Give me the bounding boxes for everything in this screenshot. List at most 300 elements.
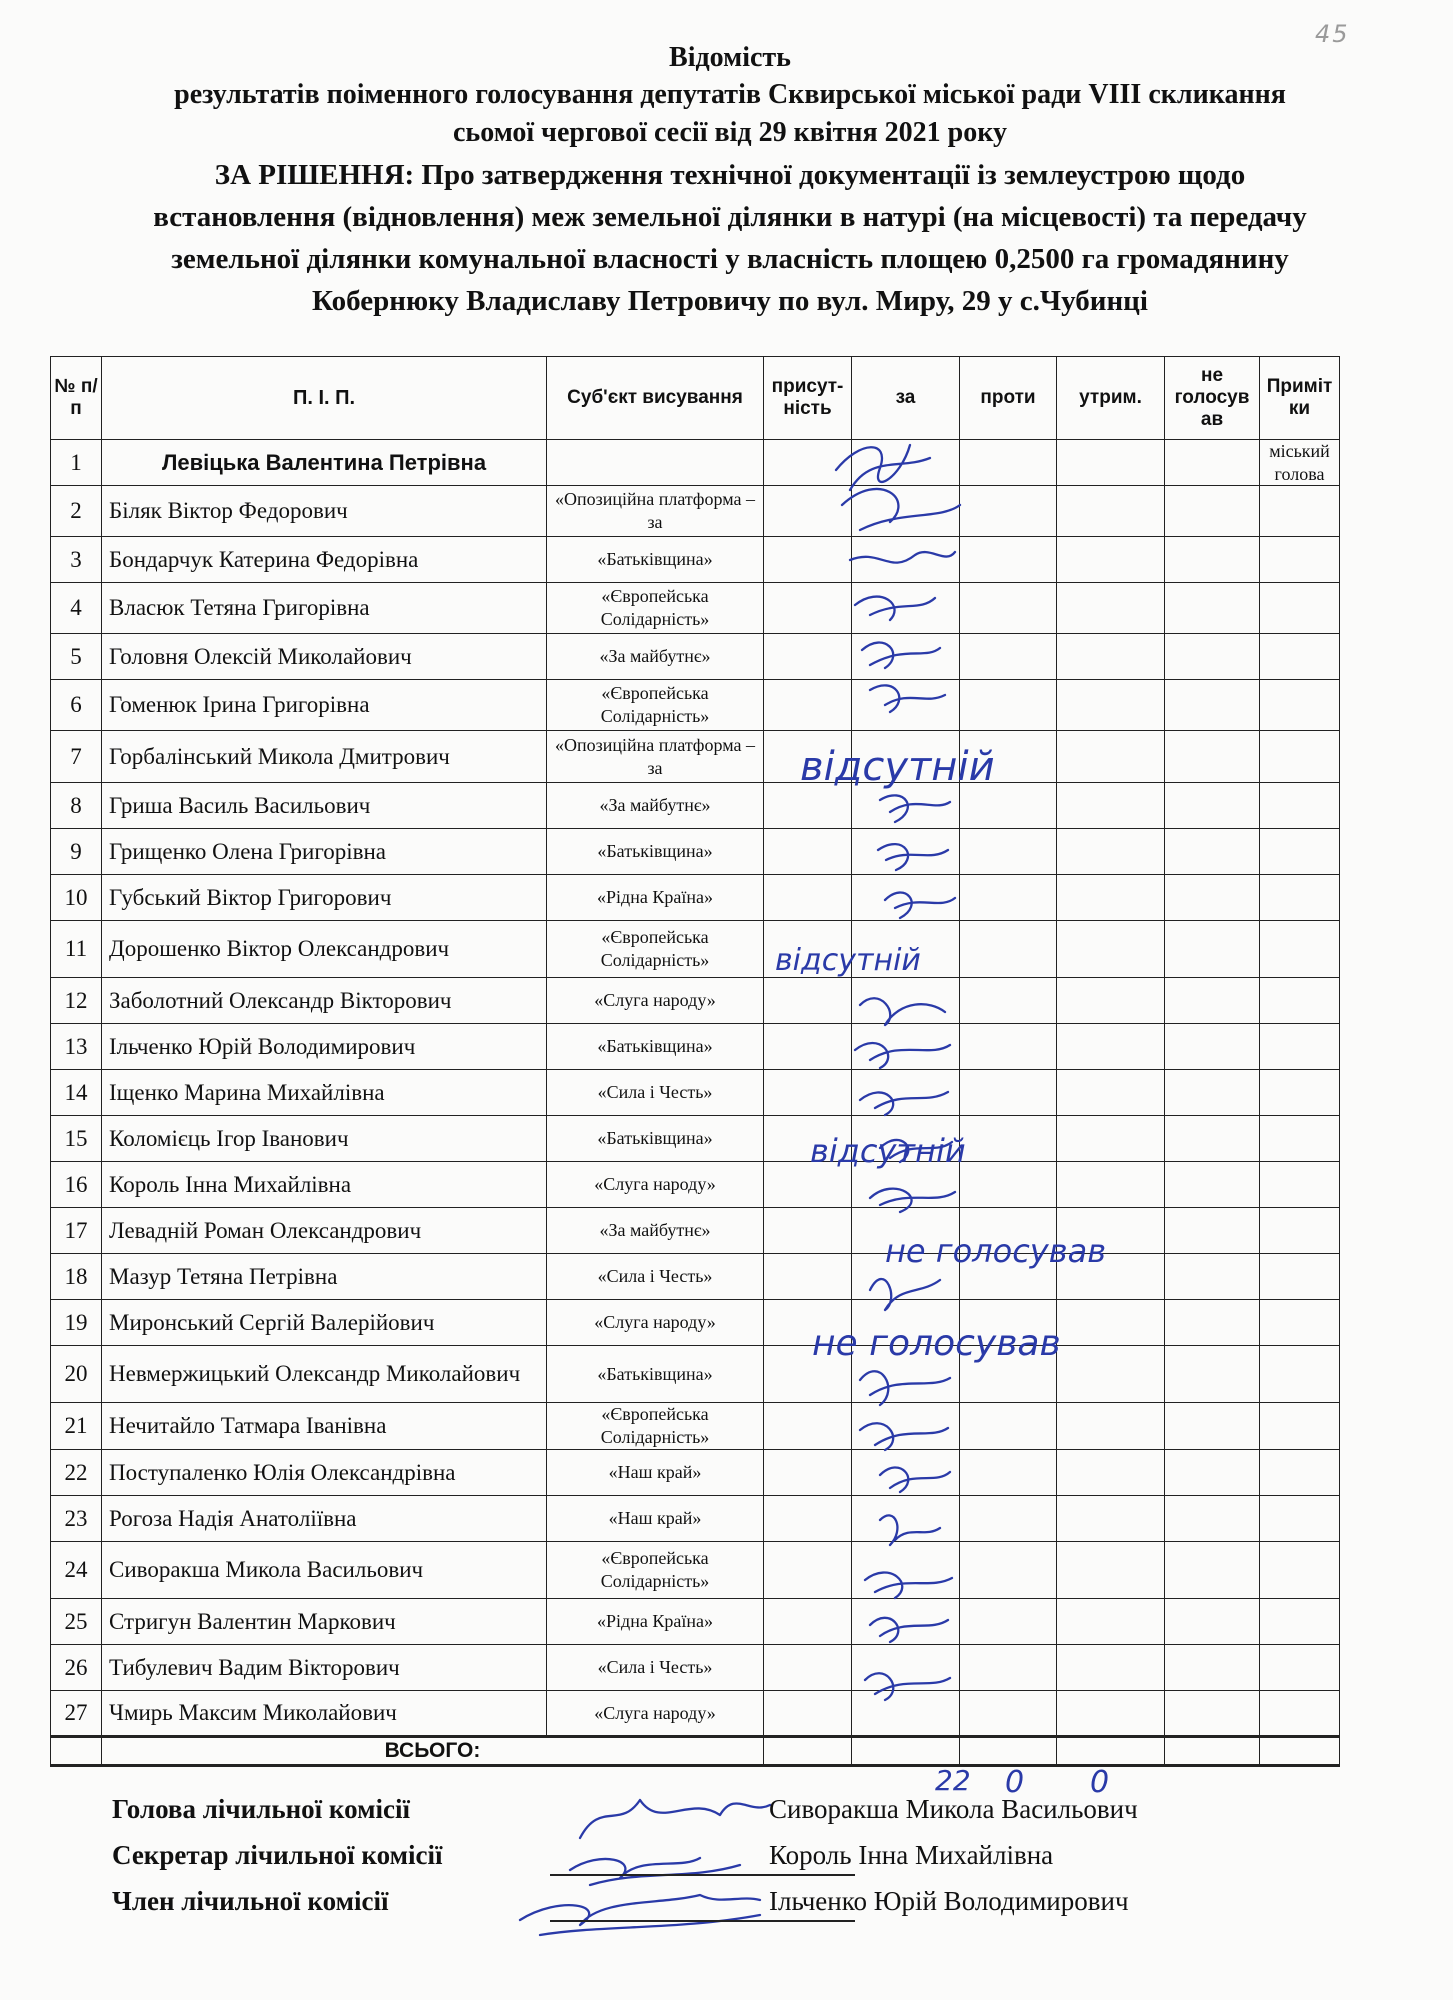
total-cell bbox=[51, 1737, 102, 1766]
vote-for-cell bbox=[852, 783, 960, 829]
vote-against-cell bbox=[960, 1254, 1057, 1300]
presence-cell bbox=[764, 1346, 852, 1403]
vote-against-cell bbox=[960, 537, 1057, 583]
vote-abstain-cell bbox=[1057, 1208, 1165, 1254]
row-number bbox=[51, 1542, 102, 1599]
vote-abstain-cell bbox=[1057, 486, 1165, 537]
not-voted-cell bbox=[1165, 634, 1260, 680]
total-cell bbox=[852, 1737, 960, 1766]
deputy-party bbox=[547, 680, 764, 731]
vote-against-cell bbox=[960, 1645, 1057, 1691]
deputy-name-text: Горбалінський Микола Дмитрович bbox=[109, 743, 450, 769]
header-party: Суб'єкт висування bbox=[547, 357, 764, 440]
vote-abstain-cell bbox=[1057, 634, 1165, 680]
table-row bbox=[51, 634, 1340, 680]
vote-for-cell bbox=[852, 1691, 960, 1737]
deputy-name-text: Коломієць Ігор Іванович bbox=[109, 1125, 349, 1151]
vote-against-cell bbox=[960, 1162, 1057, 1208]
vote-abstain-cell bbox=[1057, 1024, 1165, 1070]
presence-cell bbox=[764, 1254, 852, 1300]
table-row bbox=[51, 1162, 1340, 1208]
row-number bbox=[51, 783, 102, 829]
row-number-text: 1 bbox=[70, 449, 82, 475]
presence-cell bbox=[764, 1300, 852, 1346]
note-cell bbox=[1260, 921, 1340, 978]
note-cell bbox=[1260, 1403, 1340, 1450]
deputy-name bbox=[102, 537, 547, 583]
vote-for-cell bbox=[852, 1403, 960, 1450]
vote-abstain-cell bbox=[1057, 921, 1165, 978]
deputy-party bbox=[547, 829, 764, 875]
presence-cell bbox=[764, 680, 852, 731]
row-number bbox=[51, 583, 102, 634]
deputy-party-text: «Рідна Країна» bbox=[597, 1611, 713, 1631]
presence-cell bbox=[764, 1542, 852, 1599]
deputy-name-text: Левіцька Валентина Петрівна bbox=[161, 449, 487, 475]
vote-for-cell bbox=[852, 634, 960, 680]
note-cell-text: міський голова bbox=[1269, 441, 1330, 480]
presence-cell bbox=[764, 1024, 852, 1070]
deputy-name-text: Невмержицький Олександр Миколайович bbox=[109, 1361, 521, 1386]
not-voted-cell bbox=[1165, 1599, 1260, 1645]
signature-row bbox=[112, 1790, 1262, 1836]
session-date-line: сьомої чергової сесії від 29 квітня 2021 року bbox=[453, 117, 1007, 148]
total-cell bbox=[1165, 1737, 1260, 1766]
row-number-text: 25 bbox=[64, 1608, 88, 1634]
vote-abstain-cell bbox=[1057, 783, 1165, 829]
presence-cell bbox=[764, 583, 852, 634]
note-cell bbox=[1260, 783, 1340, 829]
not-voted-cell bbox=[1165, 486, 1260, 537]
row-number bbox=[51, 1208, 102, 1254]
vote-abstain-cell bbox=[1057, 1070, 1165, 1116]
note-cell bbox=[1260, 486, 1340, 537]
vote-for-cell bbox=[852, 583, 960, 634]
deputy-name-text: Дорошенко Віктор Олександрович bbox=[109, 936, 450, 961]
vote-against-cell bbox=[960, 1346, 1057, 1403]
note-cell bbox=[1260, 634, 1340, 680]
note-cell bbox=[1260, 1645, 1340, 1691]
table-row bbox=[51, 731, 1340, 783]
deputy-party-text: «Європейська Солідарність» bbox=[600, 1404, 710, 1447]
vote-for-cell bbox=[852, 1599, 960, 1645]
handwritten-total-abstain: 0 bbox=[1090, 1765, 1110, 1800]
deputy-name-text: Грищенко Олена Григорівна bbox=[109, 838, 386, 864]
deputy-name-text: Гриша Василь Васильович bbox=[109, 792, 371, 818]
vote-abstain-cell bbox=[1057, 1403, 1165, 1450]
vote-for-cell bbox=[852, 537, 960, 583]
deputy-name bbox=[102, 1116, 547, 1162]
vote-abstain-cell bbox=[1057, 1599, 1165, 1645]
table-row bbox=[51, 829, 1340, 875]
commission-signatures bbox=[112, 1790, 1262, 1928]
vote-for-cell bbox=[852, 680, 960, 731]
document-title: Відомість bbox=[669, 42, 791, 73]
vote-abstain-cell bbox=[1057, 1300, 1165, 1346]
header-abstain: утрим. bbox=[1057, 357, 1165, 440]
handwritten-absent-note: відсутній bbox=[800, 744, 995, 790]
document-header bbox=[40, 40, 1420, 322]
note-cell bbox=[1260, 583, 1340, 634]
total-cell bbox=[1260, 1737, 1340, 1766]
row-number bbox=[51, 921, 102, 978]
deputy-party bbox=[547, 486, 764, 537]
row-number-text: 27 bbox=[64, 1700, 88, 1725]
not-voted-cell bbox=[1165, 1070, 1260, 1116]
vote-for-cell bbox=[852, 1116, 960, 1162]
row-number-text: 9 bbox=[70, 838, 82, 864]
presence-cell bbox=[764, 1599, 852, 1645]
deputy-party-text: «Європейська Солідарність» bbox=[600, 1548, 710, 1591]
table-row bbox=[51, 583, 1340, 634]
presence-cell bbox=[764, 1450, 852, 1496]
note-cell bbox=[1260, 680, 1340, 731]
vote-against-cell bbox=[960, 1403, 1057, 1450]
signature-line bbox=[550, 1920, 855, 1922]
deputy-name bbox=[102, 731, 547, 783]
deputy-party-text: «Європейська Солідарність» bbox=[600, 683, 710, 726]
table-header-row bbox=[51, 357, 1340, 440]
vote-against-cell bbox=[960, 829, 1057, 875]
row-number bbox=[51, 486, 102, 537]
table-row bbox=[51, 1450, 1340, 1496]
vote-against-cell bbox=[960, 680, 1057, 731]
vote-for-cell bbox=[852, 440, 960, 486]
deputy-party-text: «Європейська Солідарність» bbox=[600, 927, 710, 970]
table-row bbox=[51, 1403, 1340, 1450]
deputy-party bbox=[547, 1542, 764, 1599]
table-row bbox=[51, 537, 1340, 583]
handwritten-not-voted-note: не голосував bbox=[885, 1232, 1107, 1270]
deputy-name-text: Чмирь Максим Миколайович bbox=[109, 1700, 397, 1725]
deputy-name bbox=[102, 1162, 547, 1208]
deputy-party bbox=[547, 583, 764, 634]
vote-abstain-cell bbox=[1057, 1542, 1165, 1599]
deputy-name bbox=[102, 634, 547, 680]
vote-abstain-cell bbox=[1057, 829, 1165, 875]
row-number-text: 17 bbox=[64, 1217, 88, 1243]
deputy-party bbox=[547, 634, 764, 680]
row-number-text: 20 bbox=[64, 1361, 88, 1386]
not-voted-cell bbox=[1165, 783, 1260, 829]
vote-against-cell bbox=[960, 1542, 1057, 1599]
vote-for-cell bbox=[852, 921, 960, 978]
vote-against-cell bbox=[960, 1599, 1057, 1645]
vote-for-cell bbox=[852, 1450, 960, 1496]
deputy-party bbox=[547, 1024, 764, 1070]
deputy-name bbox=[102, 1208, 547, 1254]
presence-cell bbox=[764, 634, 852, 680]
deputy-name-text: Головня Олексій Миколайович bbox=[109, 643, 412, 669]
presence-cell bbox=[764, 1691, 852, 1737]
deputy-party bbox=[547, 1162, 764, 1208]
vote-against-cell bbox=[960, 583, 1057, 634]
deputy-party-text: «Слуга народу» bbox=[594, 990, 716, 1010]
vote-against-cell bbox=[960, 1300, 1057, 1346]
row-number bbox=[51, 1599, 102, 1645]
row-number bbox=[51, 680, 102, 731]
deputy-name bbox=[102, 921, 547, 978]
deputy-name-text: Губський Віктор Григорович bbox=[109, 884, 392, 910]
deputy-name-text: Поступаленко Юлія Олександрівна bbox=[109, 1459, 456, 1485]
deputy-party-text: «Сила і Честь» bbox=[597, 1266, 713, 1286]
row-number-text: 21 bbox=[64, 1413, 88, 1438]
deputy-party bbox=[547, 1300, 764, 1346]
deputy-party bbox=[547, 1645, 764, 1691]
row-number bbox=[51, 1496, 102, 1542]
presence-cell bbox=[764, 1070, 852, 1116]
vote-abstain-cell bbox=[1057, 1346, 1165, 1403]
table-body bbox=[51, 440, 1340, 1737]
table-row bbox=[51, 1691, 1340, 1737]
note-cell bbox=[1260, 1691, 1340, 1737]
deputy-party-text: «Сила і Честь» bbox=[597, 1082, 713, 1102]
vote-for-cell bbox=[852, 1300, 960, 1346]
not-voted-cell bbox=[1165, 1691, 1260, 1737]
deputy-party bbox=[547, 1208, 764, 1254]
deputy-party-text: «Сила і Честь» bbox=[597, 1657, 713, 1677]
presence-cell bbox=[764, 1162, 852, 1208]
deputy-name bbox=[102, 1542, 547, 1599]
deputy-name-text: Стригун Валентин Маркович bbox=[109, 1608, 396, 1634]
table-row bbox=[51, 486, 1340, 537]
vote-abstain-cell bbox=[1057, 978, 1165, 1024]
vote-against-cell bbox=[960, 978, 1057, 1024]
vote-against-cell bbox=[960, 783, 1057, 829]
deputy-party bbox=[547, 783, 764, 829]
vote-abstain-cell bbox=[1057, 440, 1165, 486]
signature-name: Сиворакша Микола Васильович bbox=[769, 1794, 1138, 1824]
row-number bbox=[51, 1162, 102, 1208]
vote-against-cell bbox=[960, 1691, 1057, 1737]
not-voted-cell bbox=[1165, 731, 1260, 783]
vote-abstain-cell bbox=[1057, 680, 1165, 731]
deputy-party-text: «Слуга народу» bbox=[594, 1174, 716, 1194]
vote-for-cell bbox=[852, 1496, 960, 1542]
table-row bbox=[51, 875, 1340, 921]
presence-cell bbox=[764, 875, 852, 921]
vote-for-cell bbox=[852, 731, 960, 783]
deputy-party-text: «Батьківщина» bbox=[597, 549, 713, 569]
presence-cell bbox=[764, 1208, 852, 1254]
vote-abstain-cell bbox=[1057, 731, 1165, 783]
table-row bbox=[51, 783, 1340, 829]
vote-abstain-cell bbox=[1057, 875, 1165, 921]
vote-for-cell bbox=[852, 1645, 960, 1691]
not-voted-cell bbox=[1165, 829, 1260, 875]
signature-name: Ільченко Юрій Володимирович bbox=[769, 1886, 1129, 1916]
decision-line: земельної ділянки комунальної власності у власність площею 0,2500 га громадянину bbox=[171, 243, 1289, 275]
vote-abstain-cell bbox=[1057, 1450, 1165, 1496]
deputy-name-text: Власюк Тетяна Григорівна bbox=[109, 595, 370, 620]
deputy-name bbox=[102, 1070, 547, 1116]
row-number-text: 8 bbox=[70, 792, 82, 818]
note-cell bbox=[1260, 875, 1340, 921]
deputy-name-text: Заболотний Олександр Вікторович bbox=[109, 987, 452, 1013]
deputy-party bbox=[547, 731, 764, 783]
note-cell bbox=[1260, 1208, 1340, 1254]
not-voted-cell bbox=[1165, 1162, 1260, 1208]
presence-cell bbox=[764, 921, 852, 978]
document-subtitle: результатів поіменного голосування депутатів Сквирської міської ради VIII скликання bbox=[174, 79, 1286, 110]
note-cell bbox=[1260, 978, 1340, 1024]
deputy-name bbox=[102, 1496, 547, 1542]
deputy-party-text: «Наш край» bbox=[608, 1508, 702, 1528]
row-number bbox=[51, 1300, 102, 1346]
not-voted-cell bbox=[1165, 1254, 1260, 1300]
row-number bbox=[51, 1691, 102, 1737]
total-cell bbox=[960, 1737, 1057, 1766]
vote-for-cell bbox=[852, 875, 960, 921]
vote-for-cell bbox=[852, 829, 960, 875]
table-row bbox=[51, 921, 1340, 978]
deputy-name-text: Миронський Сергій Валерійович bbox=[109, 1309, 435, 1335]
deputy-party-text: «Батьківщина» bbox=[597, 1036, 713, 1056]
deputy-name bbox=[102, 783, 547, 829]
deputy-name bbox=[102, 1024, 547, 1070]
note-cell bbox=[1260, 731, 1340, 783]
vote-against-cell bbox=[960, 1208, 1057, 1254]
deputy-name-text: Мазур Тетяна Петрівна bbox=[109, 1263, 338, 1289]
vote-abstain-cell bbox=[1057, 1162, 1165, 1208]
note-cell bbox=[1260, 1162, 1340, 1208]
not-voted-cell bbox=[1165, 875, 1260, 921]
table-row bbox=[51, 978, 1340, 1024]
not-voted-cell bbox=[1165, 1208, 1260, 1254]
row-number bbox=[51, 634, 102, 680]
vote-for-cell bbox=[852, 1346, 960, 1403]
vote-abstain-cell bbox=[1057, 537, 1165, 583]
row-number-text: 4 bbox=[70, 595, 82, 620]
table-row bbox=[51, 1070, 1340, 1116]
deputy-name bbox=[102, 440, 547, 486]
vote-against-cell bbox=[960, 731, 1057, 783]
not-voted-cell bbox=[1165, 1496, 1260, 1542]
table-row bbox=[51, 1300, 1340, 1346]
note-cell bbox=[1260, 1496, 1340, 1542]
deputy-party bbox=[547, 440, 764, 486]
not-voted-cell bbox=[1165, 1116, 1260, 1162]
deputy-name-text: Левадній Роман Олександрович bbox=[109, 1217, 422, 1243]
deputy-party bbox=[547, 1254, 764, 1300]
not-voted-cell bbox=[1165, 978, 1260, 1024]
table-row bbox=[51, 440, 1340, 486]
voting-table bbox=[50, 356, 1340, 1767]
row-number bbox=[51, 1024, 102, 1070]
deputy-name bbox=[102, 1403, 547, 1450]
deputy-name bbox=[102, 829, 547, 875]
deputy-party-text: «Батьківщина» bbox=[597, 1363, 713, 1384]
vote-against-cell bbox=[960, 1024, 1057, 1070]
deputy-party bbox=[547, 1070, 764, 1116]
deputy-name-text: Іщенко Марина Михайлівна bbox=[109, 1079, 385, 1105]
vote-abstain-cell bbox=[1057, 1496, 1165, 1542]
deputy-party bbox=[547, 1496, 764, 1542]
handwritten-total-against: 0 bbox=[1005, 1765, 1025, 1800]
deputy-party bbox=[547, 875, 764, 921]
presence-cell bbox=[764, 1645, 852, 1691]
total-label: ВСЬОГО: bbox=[102, 1737, 764, 1766]
note-cell bbox=[1260, 440, 1340, 486]
handwritten-not-voted-note: не голосував bbox=[812, 1323, 1061, 1364]
decision-title bbox=[40, 154, 1420, 322]
vote-abstain-cell bbox=[1057, 1254, 1165, 1300]
not-voted-cell bbox=[1165, 680, 1260, 731]
note-cell bbox=[1260, 1070, 1340, 1116]
row-number-text: 14 bbox=[64, 1079, 88, 1105]
deputy-name-text: Ільченко Юрій Володимирович bbox=[109, 1033, 416, 1059]
header-not-voted: не голосув ав bbox=[1165, 357, 1260, 440]
vote-for-cell bbox=[852, 1208, 960, 1254]
row-number bbox=[51, 731, 102, 783]
row-number-text: 24 bbox=[64, 1557, 88, 1582]
row-number bbox=[51, 1450, 102, 1496]
table-row bbox=[51, 1024, 1340, 1070]
vote-against-cell bbox=[960, 486, 1057, 537]
deputy-party-text: «За майбутнє» bbox=[599, 646, 711, 666]
deputy-party-text: «Батьківщина» bbox=[597, 1128, 713, 1148]
table-row bbox=[51, 1254, 1340, 1300]
header-against: проти bbox=[960, 357, 1057, 440]
deputy-party-text: «Опозиційна платформа – за bbox=[555, 489, 755, 532]
vote-for-cell bbox=[852, 1254, 960, 1300]
row-number bbox=[51, 1346, 102, 1403]
row-number bbox=[51, 1116, 102, 1162]
total-row bbox=[51, 1737, 1340, 1766]
header-num: № п/п bbox=[51, 357, 102, 440]
presence-cell bbox=[764, 537, 852, 583]
row-number-text: 7 bbox=[70, 743, 82, 769]
deputy-party-text: «Європейська Солідарність» bbox=[600, 586, 710, 629]
decision-line: встановлення (відновлення) меж земельної ділянки в натурі (на місцевості) та передачу bbox=[153, 201, 1307, 233]
handwritten-total-for: 22 bbox=[935, 1764, 971, 1797]
table-row bbox=[51, 1645, 1340, 1691]
note-cell bbox=[1260, 1599, 1340, 1645]
vote-abstain-cell bbox=[1057, 1116, 1165, 1162]
row-number-text: 19 bbox=[64, 1309, 88, 1335]
row-number-text: 26 bbox=[64, 1654, 88, 1680]
signature-name: Король Інна Михайлівна bbox=[769, 1840, 1054, 1870]
table-row bbox=[51, 1346, 1340, 1403]
presence-cell bbox=[764, 783, 852, 829]
not-voted-cell bbox=[1165, 1645, 1260, 1691]
deputy-party bbox=[547, 1116, 764, 1162]
table-row bbox=[51, 1496, 1340, 1542]
page-number: 45 bbox=[1315, 20, 1350, 48]
deputy-party bbox=[547, 921, 764, 978]
not-voted-cell bbox=[1165, 1024, 1260, 1070]
vote-abstain-cell bbox=[1057, 1691, 1165, 1737]
note-cell bbox=[1260, 1542, 1340, 1599]
deputy-party-text: «Слуга народу» bbox=[594, 1702, 716, 1723]
not-voted-cell bbox=[1165, 537, 1260, 583]
row-number-text: 3 bbox=[70, 546, 82, 572]
decision-line: Кобернюку Владиславу Петровичу по вул. Миру, 29 у с.Чубинці bbox=[312, 285, 1148, 317]
row-number-text: 12 bbox=[64, 987, 88, 1013]
deputy-name bbox=[102, 1645, 547, 1691]
deputy-party-text: «Батьківщина» bbox=[597, 841, 713, 861]
row-number-text: 23 bbox=[64, 1505, 88, 1531]
table-row bbox=[51, 1116, 1340, 1162]
total-cell bbox=[1057, 1737, 1165, 1766]
row-number-text: 11 bbox=[64, 936, 88, 961]
deputy-name-text: Бондарчук Катерина Федорівна bbox=[109, 546, 419, 572]
vote-against-cell bbox=[960, 921, 1057, 978]
vote-abstain-cell bbox=[1057, 583, 1165, 634]
handwritten-absent-note: відсутній bbox=[810, 1132, 966, 1170]
deputy-party-text: «За майбутнє» bbox=[599, 795, 711, 815]
row-number-text: 2 bbox=[70, 498, 82, 523]
